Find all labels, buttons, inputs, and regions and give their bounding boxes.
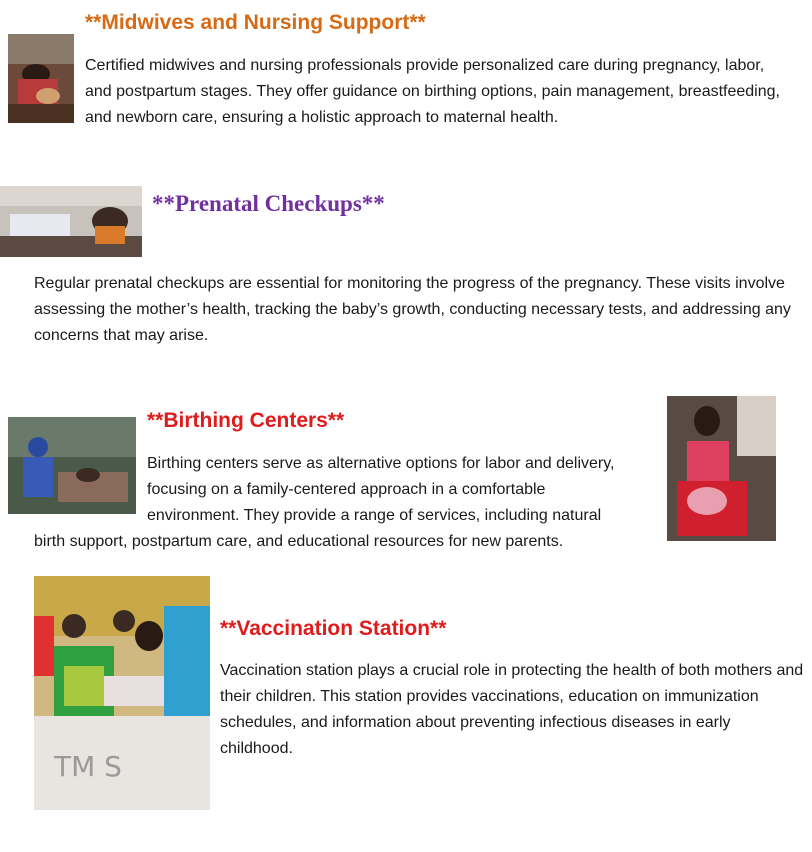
midwives-photo — [8, 34, 74, 123]
birthing-centers-body-line-3: environment. They provide a range of services, including natural — [147, 507, 602, 524]
vaccination-photo — [34, 576, 210, 810]
prenatal-body: Regular prenatal checkups are essential for monitoring the progress of the pregnancy. These visits involve assessing the mother’s health, tracking the baby’s growth, conducting necessary tests, and addressing any concerns that may arise. — [34, 275, 791, 344]
prenatal-heading: **Prenatal Checkups** — [152, 191, 385, 216]
birthing-centers-body-line-1: Birthing centers serve as alternative options for labor and delivery, — [147, 455, 615, 472]
birthing-centers-heading: **Birthing Centers** — [147, 409, 345, 432]
birthing-center-photo-right — [667, 396, 776, 541]
birthing-center-photo-left — [8, 417, 136, 514]
svg-text:TM S: TM S — [54, 750, 122, 783]
prenatal-photo — [0, 186, 142, 257]
midwives-heading: **Midwives and Nursing Support** — [85, 11, 426, 34]
midwives-body: Certified midwives and nursing professionals provide personalized care during pregnancy, labor, and postpartum stages. They offer guidance on birthing options, pain management, breastfeeding, and newborn care, ensuring a holistic approach to maternal health. — [85, 57, 780, 126]
birthing-centers-body-line-4: birth support, postpartum care, and educational resources for new parents. — [34, 533, 564, 550]
birthing-centers-body-line-2: focusing on a family-centered approach in a comfortable — [147, 481, 546, 498]
vaccination-body: Vaccination station plays a crucial role in protecting the health of both mothers and their children. This station provides vaccinations, education on immunization schedules, and information about preventing infectious diseases in early childhood. — [220, 662, 804, 757]
vaccination-heading: **Vaccination Station** — [220, 617, 447, 640]
